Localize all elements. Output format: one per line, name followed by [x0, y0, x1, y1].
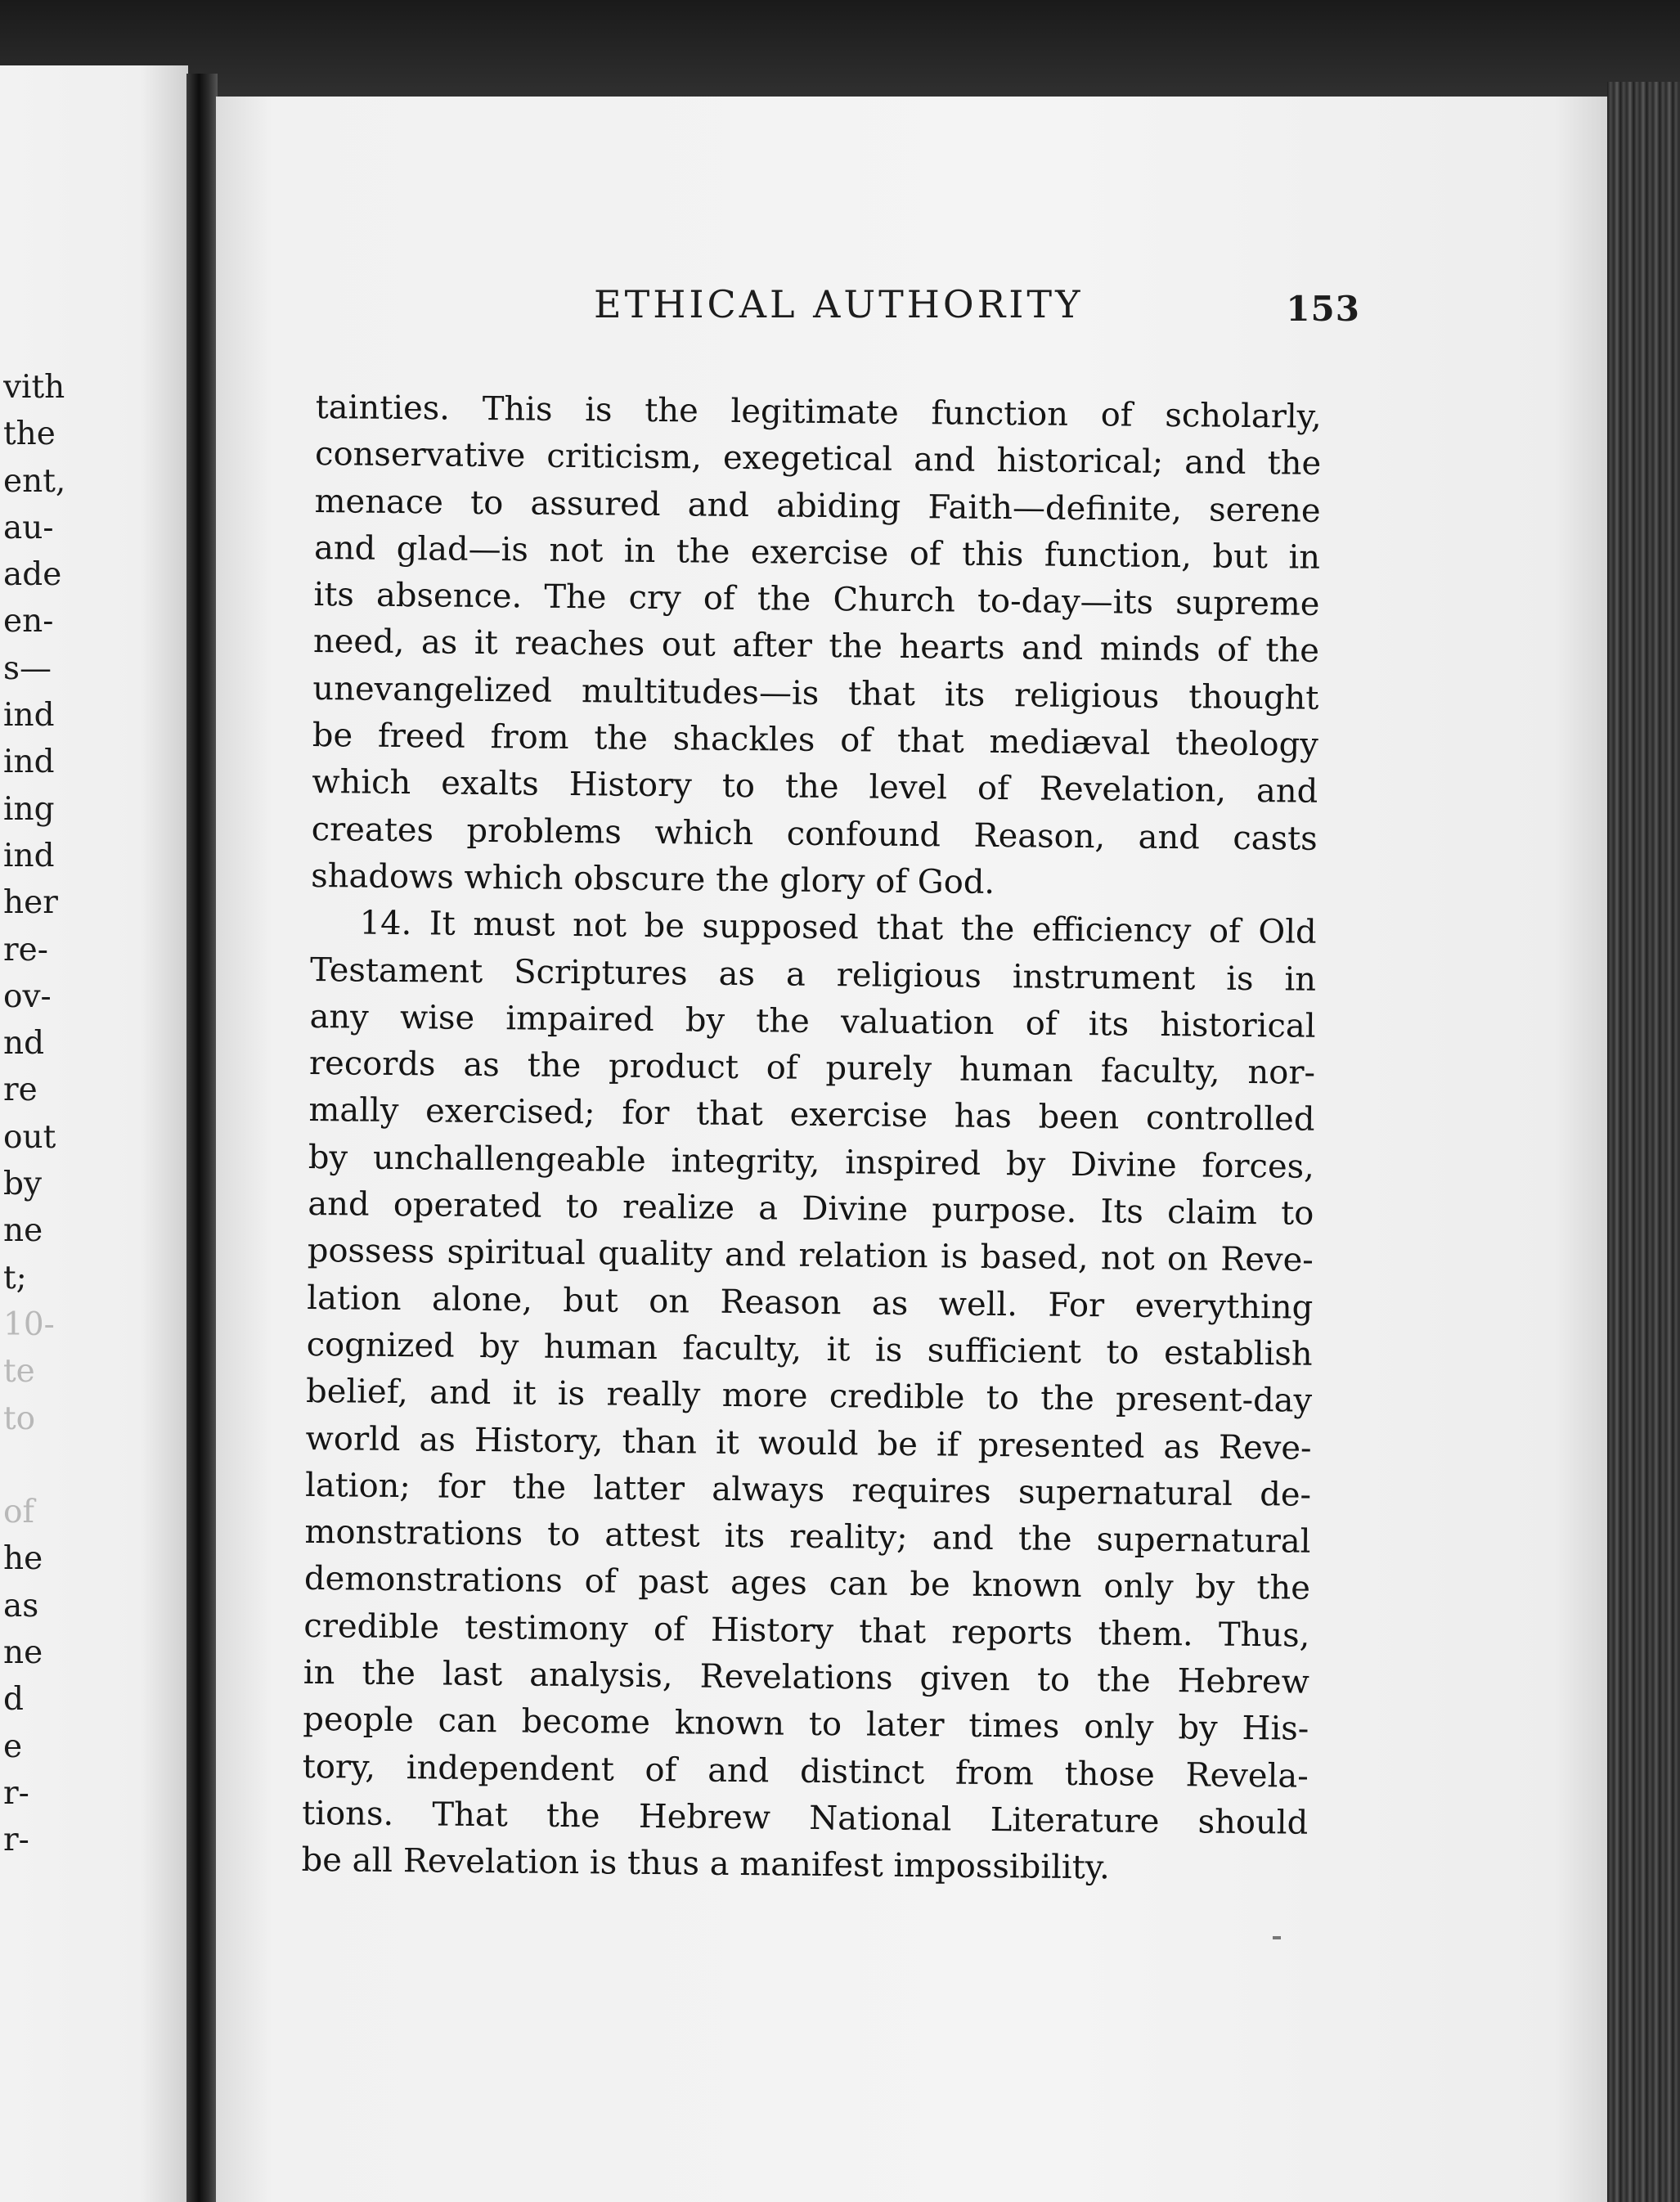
text-line: records as the product of purely human faculty, nor- [308, 1045, 1316, 1092]
left-page-fragment: ov- [3, 977, 52, 1015]
text-line: tions. That the Hebrew National Literature should [302, 1794, 1309, 1842]
text-line: which exalts History to the level of Revelation, and [312, 763, 1318, 811]
book-binding-gutter [186, 74, 218, 2202]
text-line: its absence. The cry of the Church to-day—its supreme [313, 576, 1320, 623]
text-line: any wise impaired by the valuation of its historical [309, 997, 1316, 1045]
text-line: Testament Scriptures as a religious instrument is in [309, 950, 1317, 999]
left-page-cropped-text [3, 364, 69, 1864]
text-line: menace to assured and abiding Faith—definite, serene [314, 482, 1321, 530]
page-edges [1607, 82, 1680, 2202]
text-line: by unchallengeable integrity, inspired by Divine forces, [308, 1138, 1315, 1186]
text-line: conservative criticism, exegetical and historical; and the [314, 435, 1322, 483]
text-line: credible testimony of History that reports them. Thus, [303, 1607, 1310, 1655]
left-page-fragment: t; [3, 1259, 27, 1296]
left-page-fragment [3, 1442, 69, 1489]
text-line: lation alone, but on Reason as well. For everything [307, 1279, 1314, 1327]
text-line: shadows which obscure the glory of God. [311, 856, 995, 901]
text-line: and operated to realize a Divine purpose. Its claim to [308, 1185, 1314, 1233]
left-page-fragment: re [3, 1072, 38, 1109]
left-page-fragment: ind [3, 744, 55, 781]
left-page-fragment: as [3, 1587, 39, 1625]
text-line: unevangelized multitudes—is that its religious thought [312, 669, 1319, 717]
left-page-fragment: ne [3, 1212, 43, 1250]
left-page-fragment: out [3, 1118, 56, 1156]
left-page-fragment: r- [3, 1774, 29, 1812]
left-page-fragment: her [3, 884, 58, 922]
left-page-fragment: ind [3, 837, 55, 874]
text-line: be freed from the shackles of that mediæval theology [312, 717, 1319, 764]
left-page-fragment: ne [3, 1634, 43, 1672]
text-line: and glad—is not in the exercise of this function, but in [313, 528, 1321, 577]
left-page-fragment: by [3, 1166, 42, 1203]
left-page-fragment: ind [3, 697, 55, 735]
left-page-fragment: the [3, 416, 56, 453]
left-page-fragment: vith [3, 369, 65, 406]
left-page-fragment: en- [3, 603, 54, 640]
body-text [301, 384, 1322, 1894]
left-page-fragment: au- [3, 509, 54, 546]
left-page-fragment: ing [3, 790, 55, 828]
text-line: creates problems which confound Reason, and casts [311, 810, 1318, 858]
left-page-fragment: to [3, 1400, 36, 1437]
left-page-fragment: e [3, 1728, 23, 1765]
text-line: cognized by human faculty, it is sufficient to establish [306, 1325, 1313, 1373]
text-line: in the last analysis, Revelations given to the Hebrew [303, 1653, 1310, 1701]
text-line: possess spiritual quality and relation is based, not on Reve- [307, 1232, 1314, 1280]
text-line: monstrations to attest its reality; and the supernatural [304, 1513, 1311, 1561]
text-line: demonstrations of past ages can be known only by the [303, 1560, 1311, 1608]
left-page-fragment: d [3, 1681, 24, 1719]
text-line: be all Revelation is thus a manifest impossibility. [301, 1841, 1111, 1887]
text-line: lation; for the latter always requires supernatural de- [304, 1466, 1312, 1514]
left-page-fragment: te [3, 1353, 35, 1391]
left-page-fragment: re- [3, 931, 48, 968]
text-line: 14. It must not be supposed that the efficiency of Old [359, 904, 1317, 952]
left-page-fragment: ade [3, 556, 62, 594]
left-page-fragment: of [3, 1494, 34, 1531]
left-page-fragment: he [3, 1540, 43, 1578]
text-line: people can become known to later times only by His- [303, 1701, 1309, 1749]
left-page-fragment: nd [3, 1025, 45, 1063]
text-line: need, as it reaches out after the hearts and minds of the [312, 622, 1320, 671]
page-number: 153 [1286, 289, 1360, 329]
text-line: world as History, than it would be if presented as Reve- [305, 1419, 1312, 1467]
running-title: ETHICAL AUTHORITY [594, 282, 1084, 326]
text-line: mally exercised; for that exercise has been controlled [308, 1091, 1315, 1139]
print-mark [1273, 1936, 1281, 1939]
left-page-fragment: ent, [3, 462, 66, 500]
text-line: belief, and it is really more credible to the present-day [305, 1373, 1313, 1420]
left-page-fragment: r- [3, 1822, 29, 1859]
text-line: tory, independent of and distinct from those Revela- [302, 1747, 1309, 1795]
left-page-fragment: 10- [3, 1305, 55, 1343]
left-page-fragment: s— [3, 649, 52, 687]
text-line: tainties. This is the legitimate function of scholarly, [315, 388, 1322, 436]
